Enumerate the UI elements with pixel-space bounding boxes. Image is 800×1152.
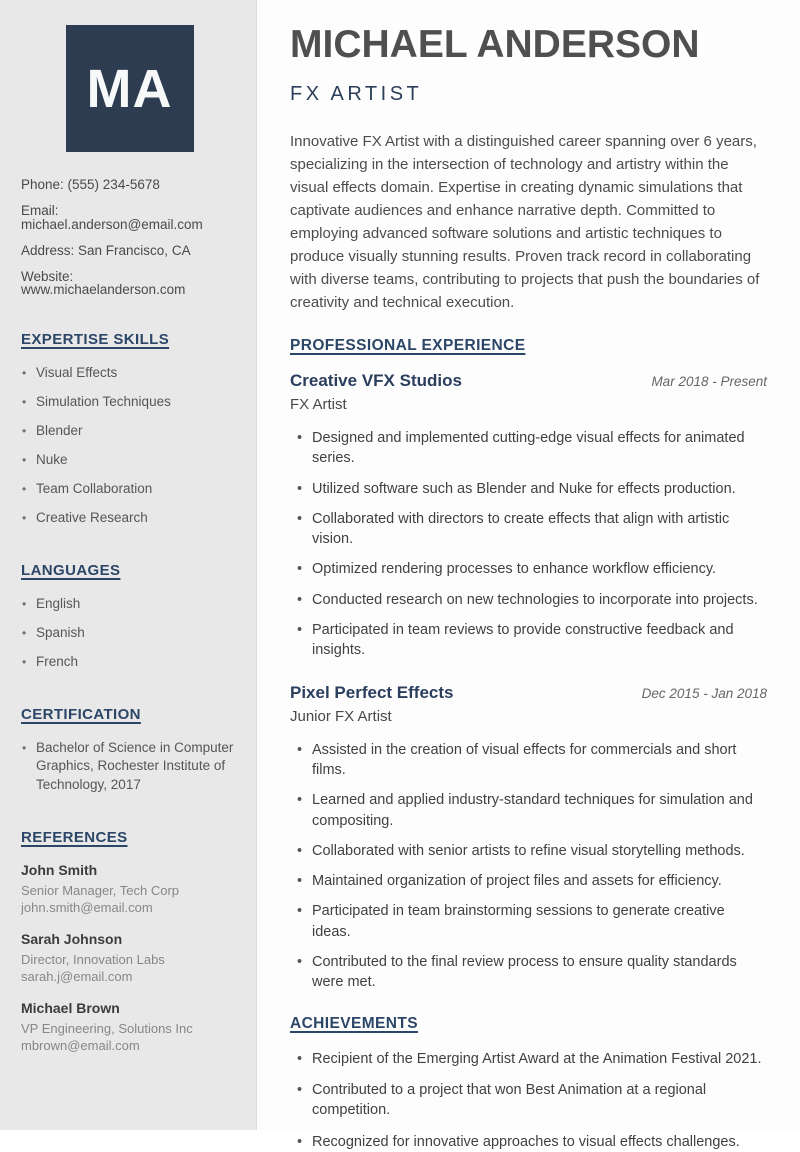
company-name: Creative VFX Studios [290, 371, 462, 390]
monogram-initials: MA [86, 58, 173, 119]
contact-info [21, 178, 238, 297]
job-dates: Mar 2018 - Present [651, 374, 767, 389]
job-role: Junior FX Artist [290, 707, 392, 725]
reference-email: sarah.j@email.com [21, 968, 133, 984]
skill-item: • Visual Effects [21, 364, 238, 383]
job-dates: Dec 2015 - Jan 2018 [641, 685, 767, 701]
job-role: FX Artist [290, 396, 347, 413]
languages-list [21, 595, 238, 672]
reference-name: John Smith [21, 861, 98, 878]
achievement-item: • Contributed to a project that won Best Animation at a regional competition. [290, 1080, 767, 1121]
skill-item: • Blender [21, 422, 238, 441]
experience-entry [290, 371, 767, 661]
job-header [290, 371, 767, 391]
job-bullet: • Contributed to the final review process to ensure quality standards were met. [290, 952, 767, 993]
achievement-item: • Recognized for innovative approaches to visual effects challenges. [290, 1132, 767, 1152]
reference-role: Director, Innovation Labs [21, 951, 165, 967]
certification-heading: CERTIFICATION [21, 705, 141, 723]
job-bullet: • Participated in team reviews to provide constructive feedback and insights. [290, 620, 767, 661]
skill-item: • Simulation Techniques [21, 393, 238, 412]
job-bullet: • Collaborated with senior artists to refine visual storytelling methods. [290, 841, 767, 861]
avatar-monogram [66, 25, 194, 152]
achievements-list [290, 1049, 767, 1152]
job-bullet: • Designed and implemented cutting-edge visual effects for animated series. [290, 428, 767, 469]
skill-item: • Nuke [21, 451, 238, 470]
references-heading: REFERENCES [21, 828, 128, 846]
reference-email: mbrown@email.com [21, 1038, 140, 1054]
reference-name: Sarah Johnson [21, 930, 123, 947]
job-bullet: • Conducted research on new technologies to incorporate into projects. [290, 590, 767, 610]
language-item: • English [21, 595, 238, 614]
job-bullet: • Optimized rendering processes to enhance workflow efficiency. [290, 559, 767, 579]
achievement-item: • Recipient of the Emerging Artist Award at the Animation Festival 2021. [290, 1049, 767, 1069]
job-bullets [290, 428, 767, 661]
job-bullet: • Learned and applied industry-standard techniques for simulation and compositing. [290, 790, 767, 831]
certification-item: • Bachelor of Science in Computer Graphics, Rochester Institute of Technology, 2017 [21, 739, 238, 795]
languages-heading: LANGUAGES [21, 561, 121, 579]
job-bullet: • Assisted in the creation of visual effects for commercials and short films. [290, 740, 767, 781]
reference-entry [21, 862, 238, 916]
professional-summary: Innovative FX Artist with a distinguished career spanning over 6 years, specializing in the intersection of technology and artistry within the visual effects domain. Expertise in creating dynamic simulations that captivate audiences and enhance narrative depth. Committed to employing advanced software solutions and artistic techniques to produce visually stunning results. Proven track record in collaborating with diverse teams, contributing to projects that push the boundaries of creativity and technical execution. [290, 133, 760, 311]
certification-list [21, 739, 238, 795]
contact-address: Address: San Francisco, CA [21, 242, 191, 258]
expertise-skills-heading: EXPERTISE SKILLS [21, 330, 170, 348]
reference-entry [21, 931, 238, 985]
sidebar [0, 0, 257, 1130]
reference-email: john.smith@email.com [21, 899, 153, 915]
reference-entry [21, 1000, 238, 1054]
job-bullets [290, 740, 767, 993]
skill-item: • Creative Research [21, 509, 238, 528]
job-bullet: • Utilized software such as Blender and Nuke for effects production. [290, 479, 767, 499]
job-bullet: • Collaborated with directors to create effects that align with artistic vision. [290, 509, 767, 550]
professional-experience-heading: PROFESSIONAL EXPERIENCE [290, 337, 526, 354]
contact-website: Website: www.michaelanderson.com [21, 268, 186, 297]
skill-item: • Team Collaboration [21, 480, 238, 499]
contact-email: Email: michael.anderson@email.com [21, 203, 203, 232]
company-name: Pixel Perfect Effects [290, 682, 454, 702]
job-title: FX ARTIST [290, 83, 423, 105]
job-bullet: • Maintained organization of project files and assets for efficiency. [290, 871, 767, 891]
page-title-name: MICHAEL ANDERSON [290, 23, 700, 66]
reference-role: Senior Manager, Tech Corp [21, 882, 180, 898]
experience-entry [290, 683, 767, 993]
main-content [257, 0, 800, 1150]
language-item: • Spanish [21, 624, 238, 643]
job-header [290, 683, 767, 703]
reference-name: Michael Brown [21, 1000, 120, 1017]
contact-phone: Phone: (555) 234-5678 [21, 177, 160, 192]
expertise-skills-list [21, 364, 238, 528]
job-bullet: • Participated in team brainstorming sessions to generate creative ideas. [290, 901, 767, 942]
reference-role: VP Engineering, Solutions Inc [21, 1021, 193, 1037]
language-item: • French [21, 653, 238, 672]
achievements-heading: ACHIEVEMENTS [290, 1014, 418, 1032]
